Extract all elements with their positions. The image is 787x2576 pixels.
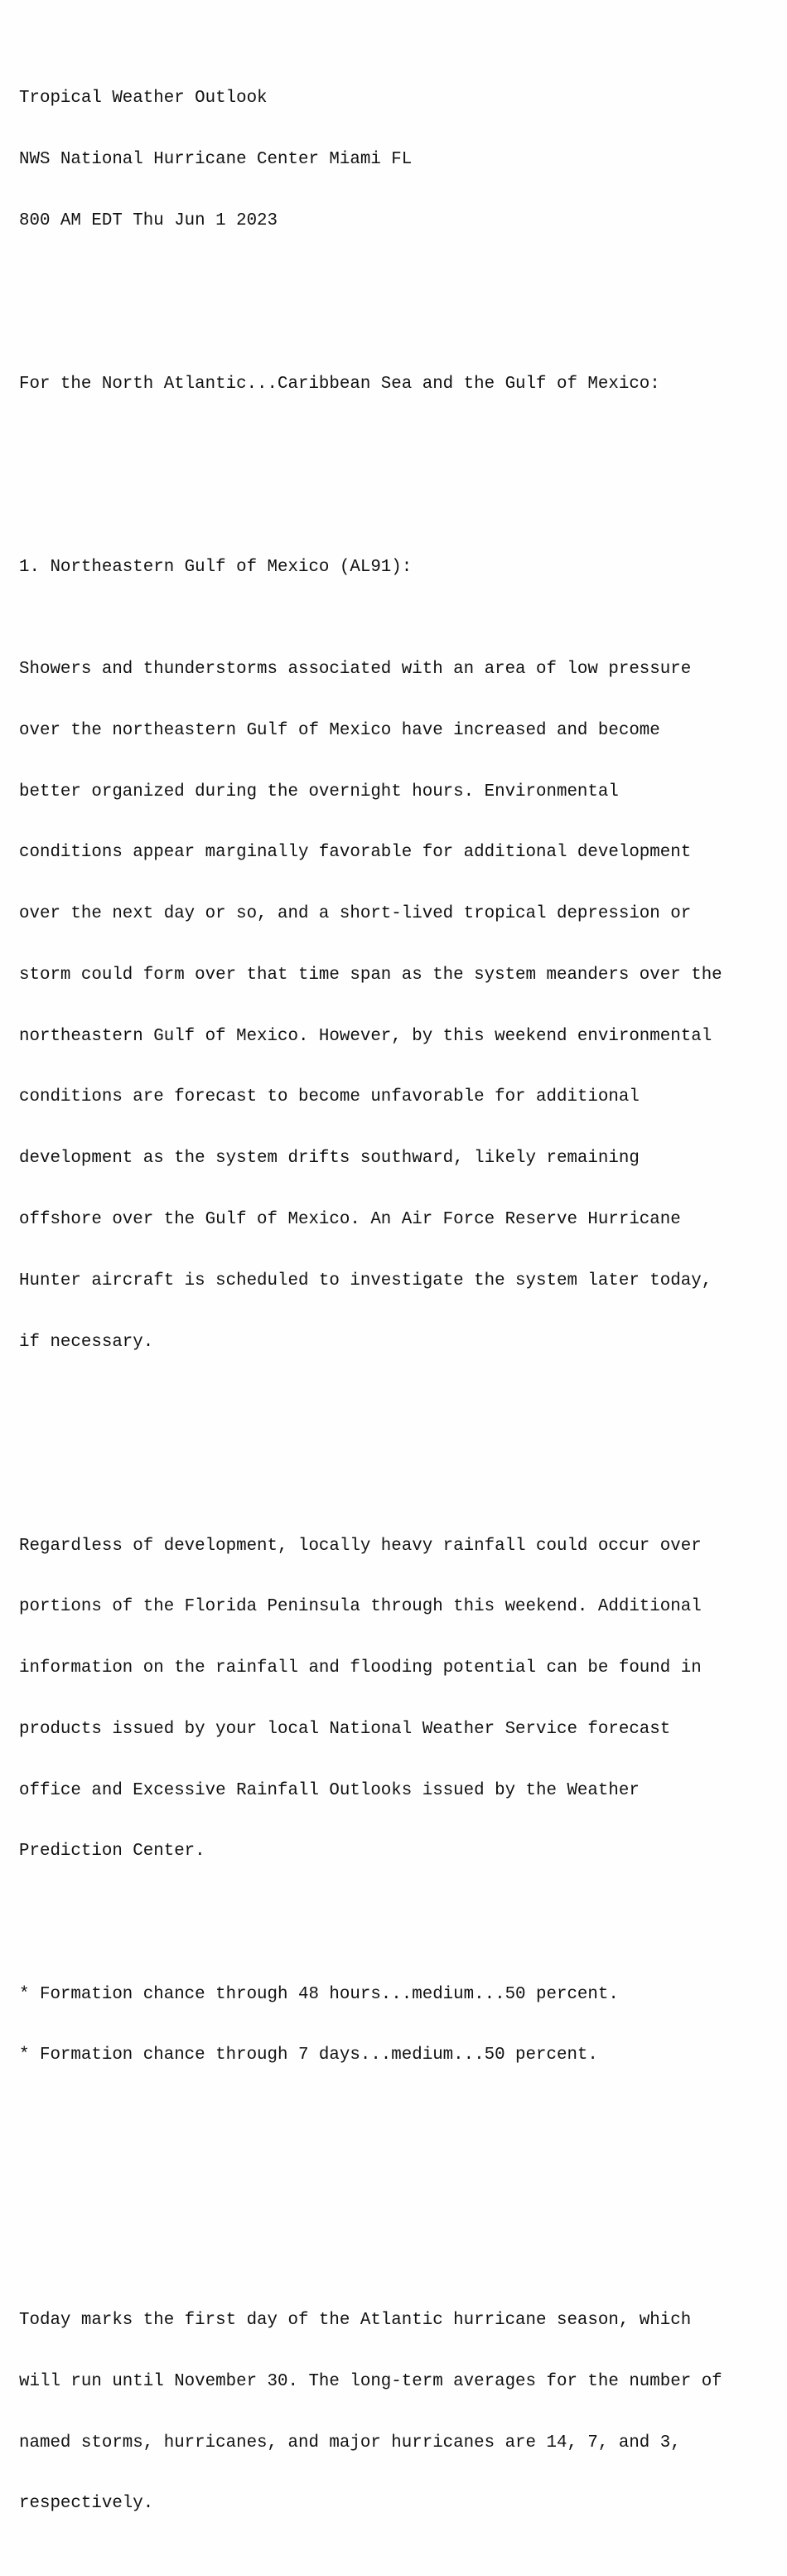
text-line: Regardless of development, locally heavy rainfall could occur over: [19, 1536, 702, 1556]
system-section: [19, 517, 781, 2148]
text-line: development as the system drifts southward, likely remaining: [19, 1149, 640, 1169]
text-line: named storms, hurricanes, and major hurricanes are 14, 7, and 3,: [19, 2433, 681, 2453]
issue-time: 800 AM EDT Thu Jun 1 2023: [19, 211, 278, 230]
text-line: conditions are forecast to become unfavorable for additional: [19, 1087, 640, 1107]
document-header: [19, 48, 781, 273]
text-line: will run until November 30. The long-term averages for the number of: [19, 2371, 722, 2391]
tropical-weather-outlook-document: [19, 7, 781, 2576]
blank-line: [19, 435, 781, 456]
formation-chance-7-days: * Formation chance through 7 days...medium...50 percent.: [19, 2046, 598, 2065]
text-line: northeastern Gulf of Mexico. However, by this weekend environmental: [19, 1026, 712, 1046]
text-line: Showers and thunderstorms associated with an area of low pressure: [19, 660, 692, 679]
text-line: storm could form over that time span as the system meanders over the: [19, 965, 722, 985]
blank-line: [19, 313, 781, 334]
blank-line: [19, 1435, 781, 1455]
system-heading: 1. Northeastern Gulf of Mexico (AL91):: [19, 558, 413, 578]
text-line: over the next day or so, and a short-lived tropical depression or: [19, 904, 692, 924]
text-line: information on the rainfall and flooding potential can be found in: [19, 1658, 702, 1678]
text-line: over the northeastern Gulf of Mexico have increased and become: [19, 720, 660, 740]
text-line: Hunter aircraft is scheduled to investigate the system later today,: [19, 1271, 712, 1290]
text-line: conditions appear marginally favorable for additional development: [19, 843, 692, 863]
issuing-office: NWS National Hurricane Center Miami FL: [19, 150, 413, 170]
text-line: Today marks the first day of the Atlantic hurricane season, which: [19, 2311, 692, 2331]
text-line: if necessary.: [19, 1332, 154, 1352]
text-line: better organized during the overnight hours. Environmental: [19, 782, 619, 801]
text-line: respectively.: [19, 2494, 154, 2514]
rainfall-paragraph: [19, 1495, 781, 1903]
text-line: offshore over the Gulf of Mexico. An Air Force Reserve Hurricane: [19, 1210, 681, 1230]
document-title: Tropical Weather Outlook: [19, 89, 268, 109]
text-line: Prediction Center.: [19, 1842, 205, 1862]
system-discussion-paragraph: [19, 619, 781, 1394]
formation-chance-48-hours: * Formation chance through 48 hours...medium...50 percent.: [19, 1984, 619, 2004]
blank-line: [19, 2189, 781, 2210]
region-line: For the North Atlantic...Caribbean Sea and the Gulf of Mexico:: [19, 374, 660, 394]
text-line: office and Excessive Rainfall Outlooks issued by the Weather: [19, 1780, 640, 1800]
text-line: products issued by your local National Weather Service forecast: [19, 1719, 671, 1739]
text-line: portions of the Florida Peninsula through this weekend. Additional: [19, 1597, 702, 1617]
formation-chances-list: [19, 1944, 781, 2107]
season-note-paragraph: [19, 2270, 781, 2555]
